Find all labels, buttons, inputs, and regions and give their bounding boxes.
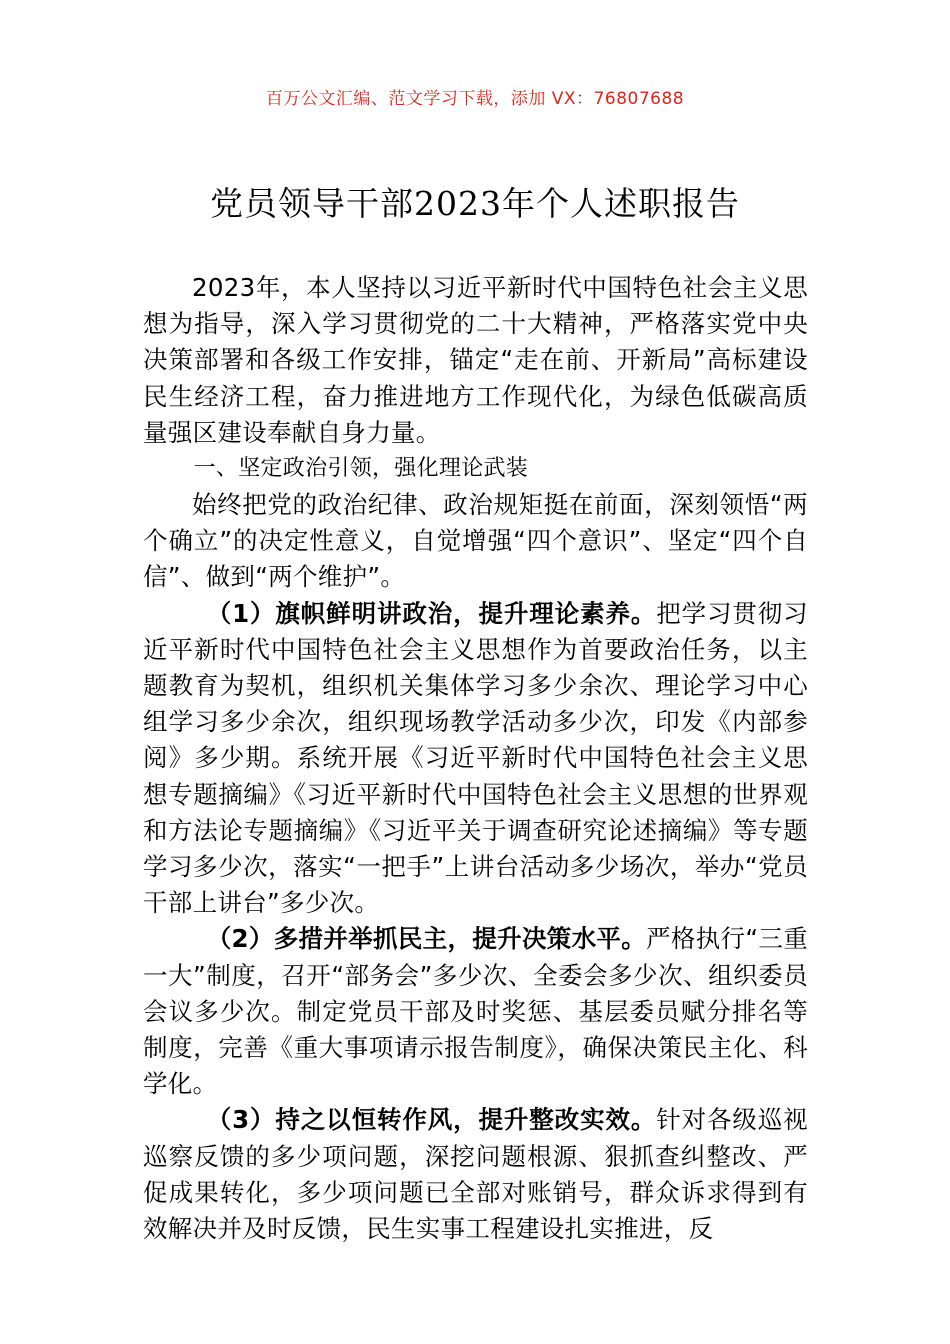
intro-paragraph: 2023年，本人坚持以习近平新时代中国特色社会主义思想为指导，深入学习贯彻党的二十大精神，严格落实党中央决策部署和各级工作安排，锚定“走在前、开新局”高标建设民生经济工程，奋力推进地方工作现代化，为绿色低碳高质量强区建设奉献自身力量。 xyxy=(143,273,808,447)
document-title: 党员领导干部2023年个人述职报告 xyxy=(210,184,740,223)
item-3-paragraph xyxy=(143,1102,808,1247)
item-2-text: 严格执行“三重一大”制度，召开“部务会”多少次、全委会多少次、组织委员会议多少次。制定党员干部及时奖惩、基层委员赋分排名等制度，完善《重大事项请示报告制度》，确保决策民主化、科学化。 xyxy=(143,924,808,1099)
document-body xyxy=(143,270,808,1247)
section1-intro-paragraph: 始终把党的政治纪律、政治规矩挺在前面，深刻领悟“两个确立”的决定性意义，自觉增强“四个意识”、坚定“四个自信”、做到“两个维护”。 xyxy=(143,490,808,592)
item-3-lead: （3）持之以恒转作风，提升整改实效。 xyxy=(206,1105,657,1135)
item-1-paragraph xyxy=(143,596,808,922)
item-1-lead: （1）旗帜鲜明讲政治，提升理论素养。 xyxy=(206,598,657,628)
item-2-paragraph xyxy=(143,921,808,1102)
item-2-lead: （2）多措并举抓民主，提升决策水平。 xyxy=(206,924,647,954)
item-1-text: 把学习贯彻习近平新时代中国特色社会主义思想作为首要政治任务，以主题教育为契机，组织机关集体学习多少余次、理论学习中心组学习多少余次，组织现场教学活动多少次，印发《内部参阅》多少期。系统开展《习近平新时代中国特色社会主义思想专题摘编》《习近平新时代中国特色社会主义思想的世界观和方法论专题摘编》《习近平关于调查研究论述摘编》等专题学习多少次，落实“一把手”上讲台活动多少场次，举办“党员干部上讲台”多少次。 xyxy=(143,598,808,918)
header-note: 百万公文汇编、范文学习下载，添加 VX：76807688 xyxy=(265,89,685,109)
section-heading-1: 一、坚定政治引领，强化理论武装 xyxy=(193,456,529,482)
item-3-text: 针对各级巡视巡察反馈的多少项问题，深挖问题根源、狠抓查纠整改、严促成果转化，多少项问题已全部对账销号，群众诉求得到有效解决并及时反馈，民生实事工程建设扎实推进，反 xyxy=(143,1105,808,1244)
